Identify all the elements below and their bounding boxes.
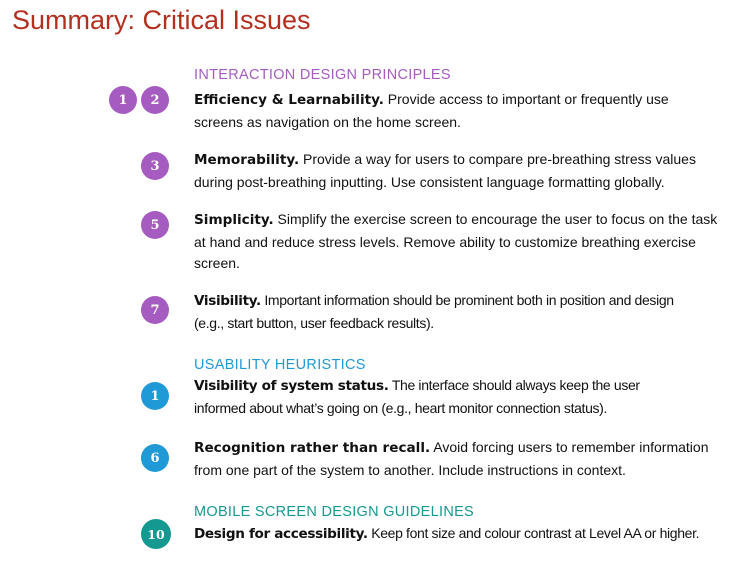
- issue-badge: 3: [141, 152, 169, 180]
- issue-item-visibility: [194, 290, 674, 334]
- issue-body: Important information should be prominent both in position and design (e.g., start button, user feedback results).: [194, 292, 674, 331]
- section-heading-mobile-screen-design-guidelines: MOBILE SCREEN DESIGN GUIDELINES: [194, 504, 475, 520]
- issue-item-recognition-rather-than-recall: [194, 437, 724, 481]
- issue-body: Keep font size and colour contrast at Level AA or higher.: [367, 525, 700, 541]
- issue-item-visibility-of-system-status: [194, 375, 679, 419]
- issue-item-simplicity: [194, 209, 719, 275]
- issue-lead: Simplicity.: [194, 212, 274, 228]
- issue-badge: 2: [141, 86, 169, 114]
- issue-lead: Memorability.: [194, 152, 300, 168]
- issue-body: The interface should always keep the user informed about what’s going on (e.g., heart monitor connection status).: [194, 377, 640, 416]
- issue-item-efficiency-learnability: [194, 89, 694, 133]
- issue-lead: Recognition rather than recall.: [194, 440, 431, 456]
- issue-item-design-for-accessibility: [194, 523, 724, 546]
- issue-lead: Efficiency & Learnability.: [194, 92, 384, 108]
- page-title: Summary: Critical Issues: [12, 5, 311, 35]
- issue-badge: 1: [109, 86, 137, 114]
- issue-body: Provide a way for users to compare pre-breathing stress values during post-breathing inputting. Use consistent language formatting globally.: [194, 151, 696, 190]
- issue-body: Avoid forcing users to remember information from one part of the system to another. Include instructions in context.: [194, 439, 709, 478]
- issue-lead: Visibility.: [194, 293, 261, 309]
- issue-lead: Visibility of system status.: [194, 378, 389, 394]
- issue-badge: 7: [141, 296, 169, 324]
- section-heading-interaction-design-principles: INTERACTION DESIGN PRINCIPLES: [194, 67, 451, 83]
- issue-badge: 6: [141, 444, 169, 472]
- issue-badge: 1: [141, 382, 169, 410]
- section-heading-usability-heuristics: USABILITY HEURISTICS: [194, 357, 366, 373]
- issue-lead: Design for accessibility.: [194, 526, 368, 542]
- issue-body: Provide access to important or frequently use screens as navigation on the home screen.: [194, 91, 669, 130]
- issue-item-memorability: [194, 149, 714, 193]
- issue-badge: 5: [141, 211, 169, 239]
- issue-body: Simplify the exercise screen to encourage the user to focus on the task at hand and reduce stress levels. Remove ability to customize breathing exercise screen.: [194, 211, 718, 271]
- issue-badge: 10: [141, 519, 171, 549]
